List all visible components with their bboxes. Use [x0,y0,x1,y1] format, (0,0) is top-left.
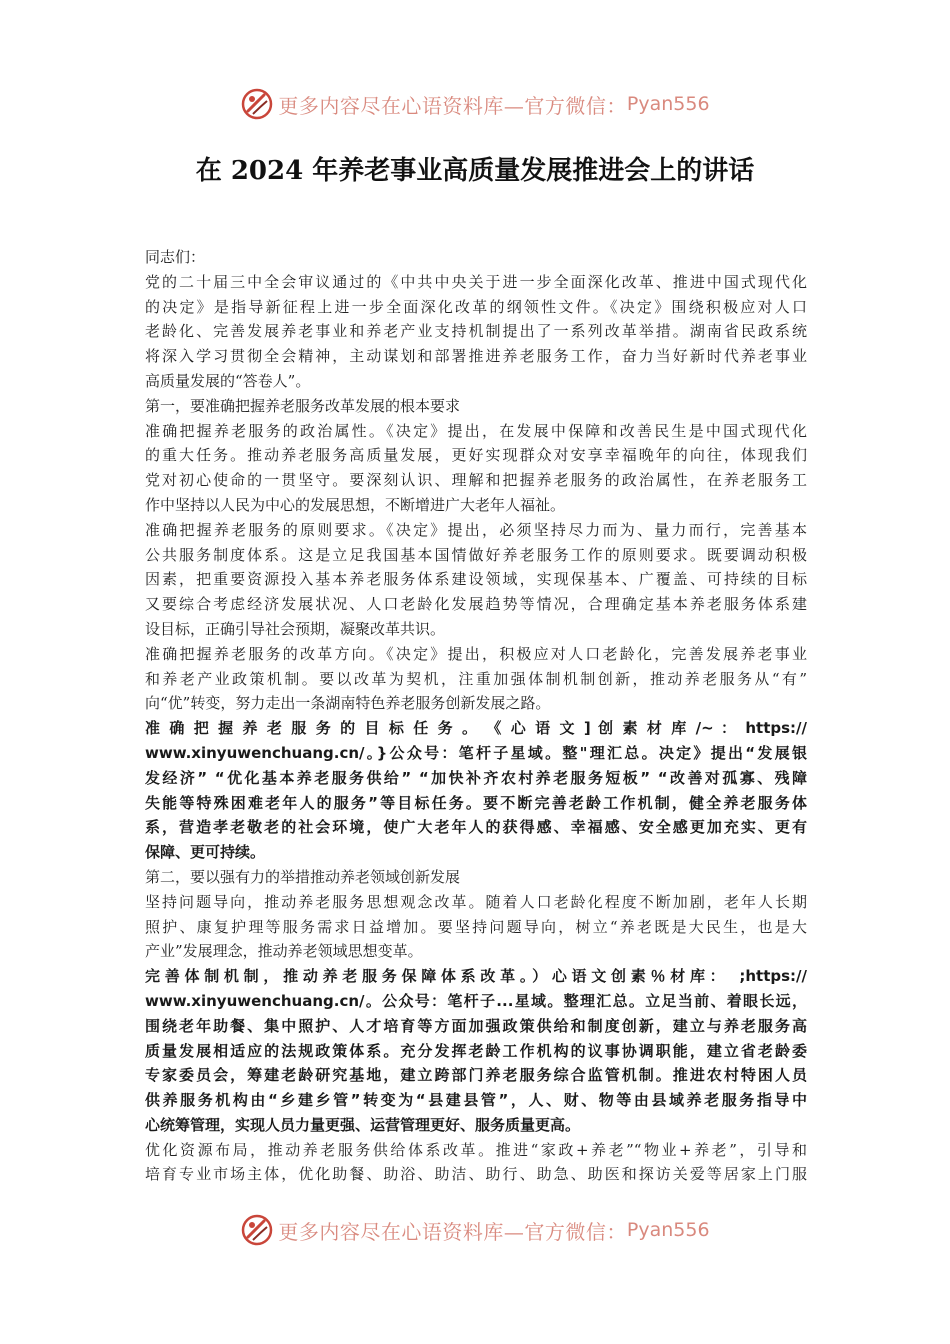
text-line: 作中坚持以人民为中心的发展思想，不断增进广大老年人福祉。 [145,495,566,514]
header-banner [0,84,950,124]
brand-logo-icon [240,87,274,121]
text-line: 培育专业市场主体，优化助餐、助浴、助洁、助行、助急、助医和探访关爱等居家上门服 [145,1165,807,1184]
text-line: 和养老产业政策机制。要以改革为契机，注重加强体制机制创新，推动养老服务从“有” [145,669,807,688]
footer-banner [0,1210,950,1250]
wechat-id: Pyan556 [626,93,710,115]
text-line: 公共服务制度体系。这是立足我国基本国情做好养老服务工作的原则要求。既要调动积极 [145,545,807,564]
text-line: 同志们： [145,248,206,266]
text-line: 准确把握养老服务的改革方向。《决定》提出，积极应对人口老龄化，完善发展养老事业 [145,644,807,663]
wechat-id: Pyan556 [626,1219,710,1241]
text-line: 准 确 把 握 养 老 服 务 的 目 标 任 务 。 《 心 语 文 ] 创 素 材 库 /~ ： https:// [145,719,807,738]
text-line: www.xinyuwenchuang.cn/。}公众号：笔杆子星域。整"理汇总。决定》提出“发展银 [145,743,807,762]
document-title: 在 2024 年养老事业高质量发展推进会上的讲话 [195,156,755,186]
text-line: 保障、更可持续。 [145,843,266,862]
text-line: 系，营造孝老敬老的社会环境，使广大老年人的获得感、幸福感、安全感更加充实、更有 [145,818,807,837]
text-line: 照护、康复护理等服务需求日益增加。要坚持问题导向，树立“养老既是大民生，也是大 [145,917,807,936]
banner-text: 更多内容尽在心语资料库—官方微信： [278,93,627,118]
text-line: 第二，要以强有力的举措推动养老领域创新发展 [145,867,461,886]
text-line: 准确把握养老服务的原则要求。《决定》提出，必须坚持尽力而为、量力而行，完善基本 [145,520,807,539]
text-line: 设目标，正确引导社会预期，凝聚改革共识。 [145,619,446,638]
text-line: 专家委员会，筹建老龄研究基地，建立跨部门养老服务综合监管机制。推进农村特困人员 [145,1066,807,1085]
text-line: 向“优”转变，努力走出一条湖南特色养老服务创新发展之路。 [145,694,551,713]
text-line: 第一，要准确把握养老服务改革发展的根本要求 [145,396,461,415]
text-line: 产业”发展理念，推动养老领域思想变革。 [145,942,423,961]
text-line: 老龄化、完善发展养老事业和养老产业支持机制提出了一系列改革举措。湖南省民政系统 [145,322,807,341]
text-line: 的决定》是指导新征程上进一步全面深化改革的纲领性文件。《决定》围绕积极应对人口 [145,297,807,316]
document-body [145,245,807,1187]
banner-text: 更多内容尽在心语资料库—官方微信： [278,1219,627,1244]
text-line: 又要综合考虑经济发展状况、人口老龄化发展趋势等情况，合理确定基本养老服务体系建 [145,595,807,614]
text-line: www.xinyuwenchuang.cn/。公众号：笔杆子...星域。整理汇总。立足当前、着眼长远， [145,991,807,1010]
text-line: 优化资源布局，推动养老服务供给体系改革。推进“家政+养老”“物业+养老”，引导和 [145,1140,807,1159]
text-line: 因素，把重要资源投入基本养老服务体系建设领域，实现保基本、广覆盖、可持续的目标 [145,570,807,589]
text-line: 将深入学习贯彻全会精神，主动谋划和部署推进养老服务工作，奋力当好新时代养老事业 [145,347,807,366]
text-line: 心统筹管理，实现人员力量更强、运营管理更好、服务质量更高。 [145,1115,581,1134]
text-line: 失能等特殊困难老年人的服务”等目标任务。要不断完善老龄工作机制，健全养老服务体 [145,793,807,812]
text-line: 坚持问题导向，推动养老服务思想观念改革。随着人口老龄化程度不断加剧，老年人长期 [145,892,807,911]
text-line: 质量发展相适应的法规政策体系。充分发挥老龄工作机构的议事协调职能，建立省老龄委 [145,1041,807,1060]
text-line: 完善体制机制，推动养老服务保障体系改革。）心语文创素％材库： ;https:// [145,967,807,986]
text-line: 的重大任务。推动养老服务高质量发展，更好实现群众对安享幸福晚年的向往，体现我们 [145,446,807,465]
brand-logo-icon [240,1213,274,1247]
text-line: 准确把握养老服务的政治属性。《决定》提出，在发展中保障和改善民生是中国式现代化 [145,421,807,440]
text-line: 发经济” “优化基本养老服务供给” “加快补齐农村养老服务短板” “改善对孤寡、残障 [145,768,807,787]
text-line: 围绕老年助餐、集中照护、人才培育等方面加强政策供给和制度创新，建立与养老服务高 [145,1016,807,1035]
text-line: 高质量发展的“答卷人”。 [145,371,311,390]
text-line: 党的二十届三中全会审议通过的《中共中央关于进一步全面深化改革、推进中国式现代化 [145,272,807,291]
text-line: 党对初心使命的一贯坚守。要深刻认识、理解和把握养老服务的政治属性，在养老服务工 [145,471,807,490]
text-line: 供养服务机构由“乡建乡管”转变为“县建县管”，人、财、物等由县域养老服务指导中 [145,1091,807,1110]
